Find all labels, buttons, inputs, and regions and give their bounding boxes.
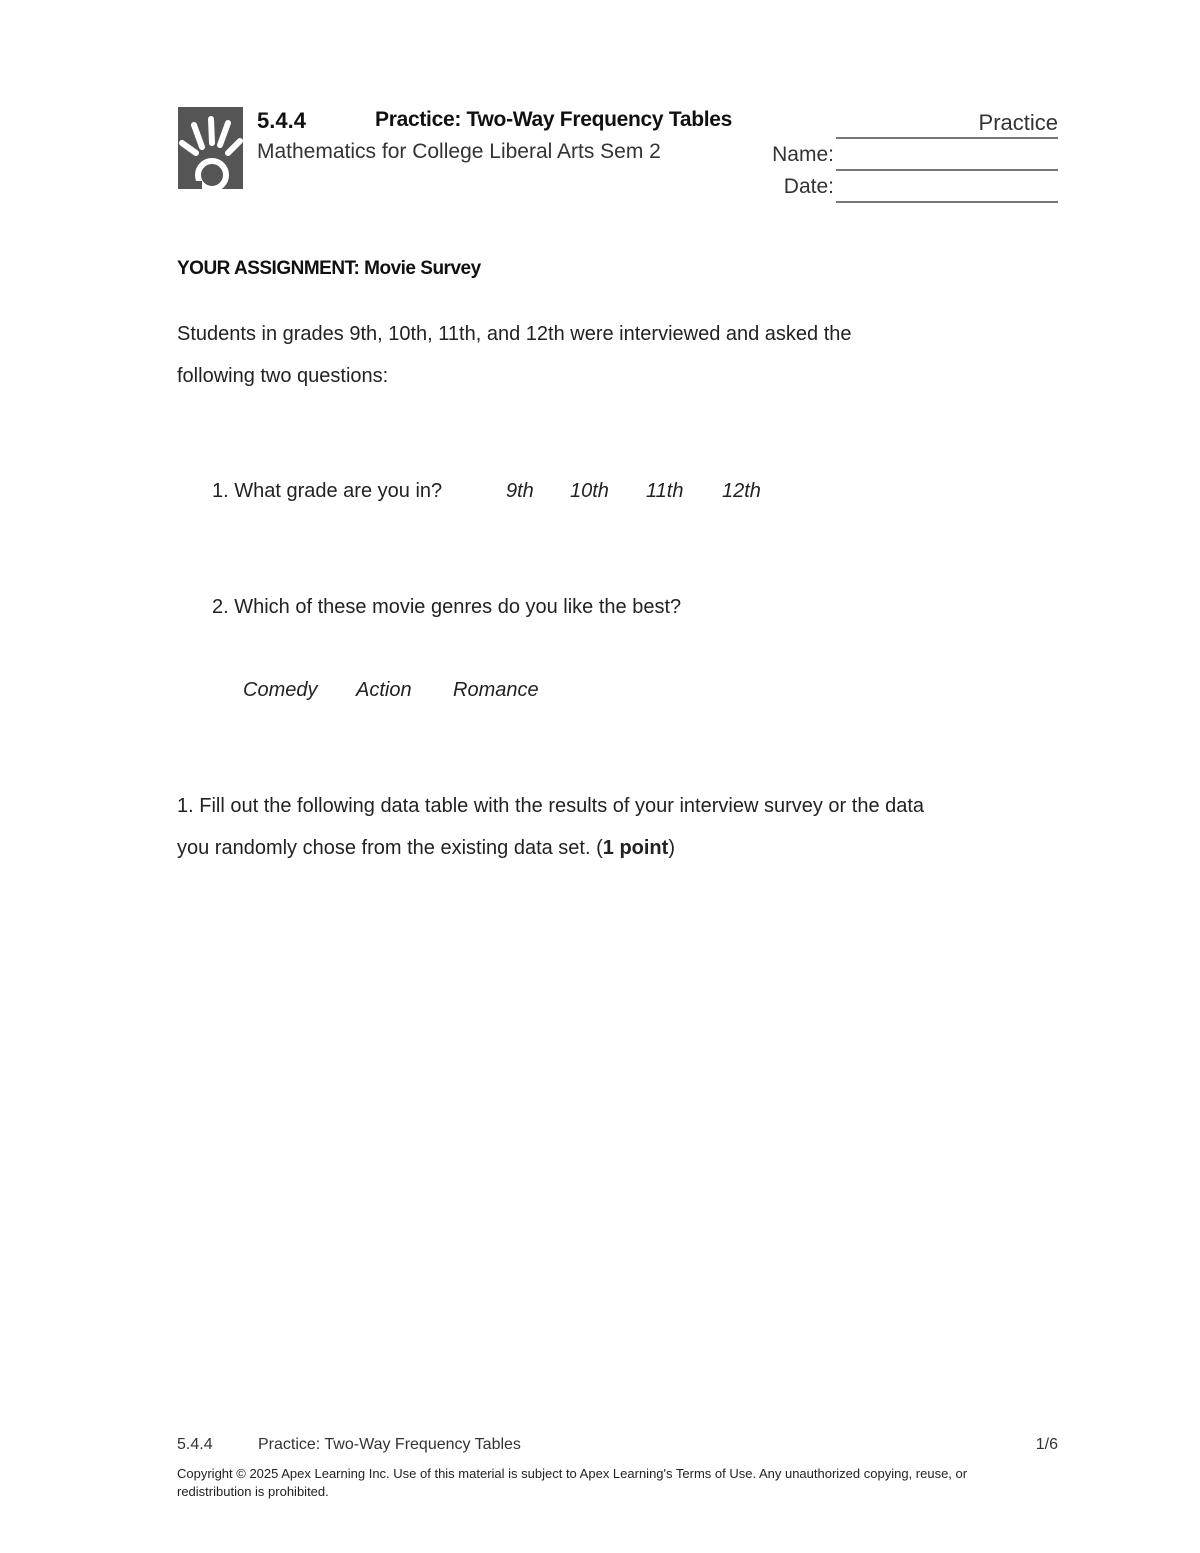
footer-lesson-title: Practice: Two-Way Frequency Tables bbox=[258, 1436, 521, 1453]
assignment-heading: YOUR ASSIGNMENT: Movie Survey bbox=[177, 258, 481, 279]
lesson-title: Practice: Two-Way Frequency Tables bbox=[375, 108, 733, 131]
footer-lesson-number: 5.4.4 bbox=[177, 1436, 213, 1453]
intro-line-1: Students in grades 9th, 10th, 11th, and 12th were interviewed and asked the bbox=[177, 323, 852, 345]
question-1-text: 1. What grade are you in? bbox=[212, 480, 443, 502]
task-1-points: 1 point bbox=[602, 837, 669, 859]
grade-option: 9th bbox=[506, 480, 534, 502]
genre-option: Comedy bbox=[243, 679, 318, 701]
date-field-line[interactable] bbox=[836, 201, 1058, 203]
grade-option: 11th bbox=[646, 480, 684, 502]
task-1-close: ) bbox=[668, 837, 675, 859]
course-name: Mathematics for College Liberal Arts Sem 2 bbox=[257, 140, 661, 163]
header-rule bbox=[836, 137, 1058, 139]
question-2-text: 2. Which of these movie genres do you like the best? bbox=[212, 596, 682, 618]
apex-learning-logo-icon bbox=[178, 107, 243, 189]
task-1-line-2 bbox=[177, 837, 675, 860]
name-label: Name: bbox=[772, 143, 834, 166]
genre-option: Action bbox=[356, 679, 412, 701]
grade-option: 12th bbox=[722, 480, 761, 502]
document-type-label: Practice bbox=[978, 110, 1058, 135]
lesson-number: 5.4.4 bbox=[257, 108, 306, 133]
genre-option: Romance bbox=[453, 679, 539, 701]
copyright-notice: Copyright © 2025 Apex Learning Inc. Use of this material is subject to Apex Learning's Terms of Use. Any unauthorized copying, reuse, or redistribution is prohibited. bbox=[177, 1466, 968, 1499]
date-label: Date: bbox=[783, 175, 834, 198]
name-field-line[interactable] bbox=[836, 169, 1058, 171]
intro-line-2: following two questions: bbox=[177, 365, 389, 387]
page-number: 1/6 bbox=[1035, 1436, 1058, 1453]
grade-option: 10th bbox=[570, 480, 609, 502]
task-1-line-1: 1. Fill out the following data table with the results of your interview survey or the data bbox=[177, 795, 925, 817]
task-1-text: you randomly chose from the existing data set. ( bbox=[177, 837, 603, 859]
